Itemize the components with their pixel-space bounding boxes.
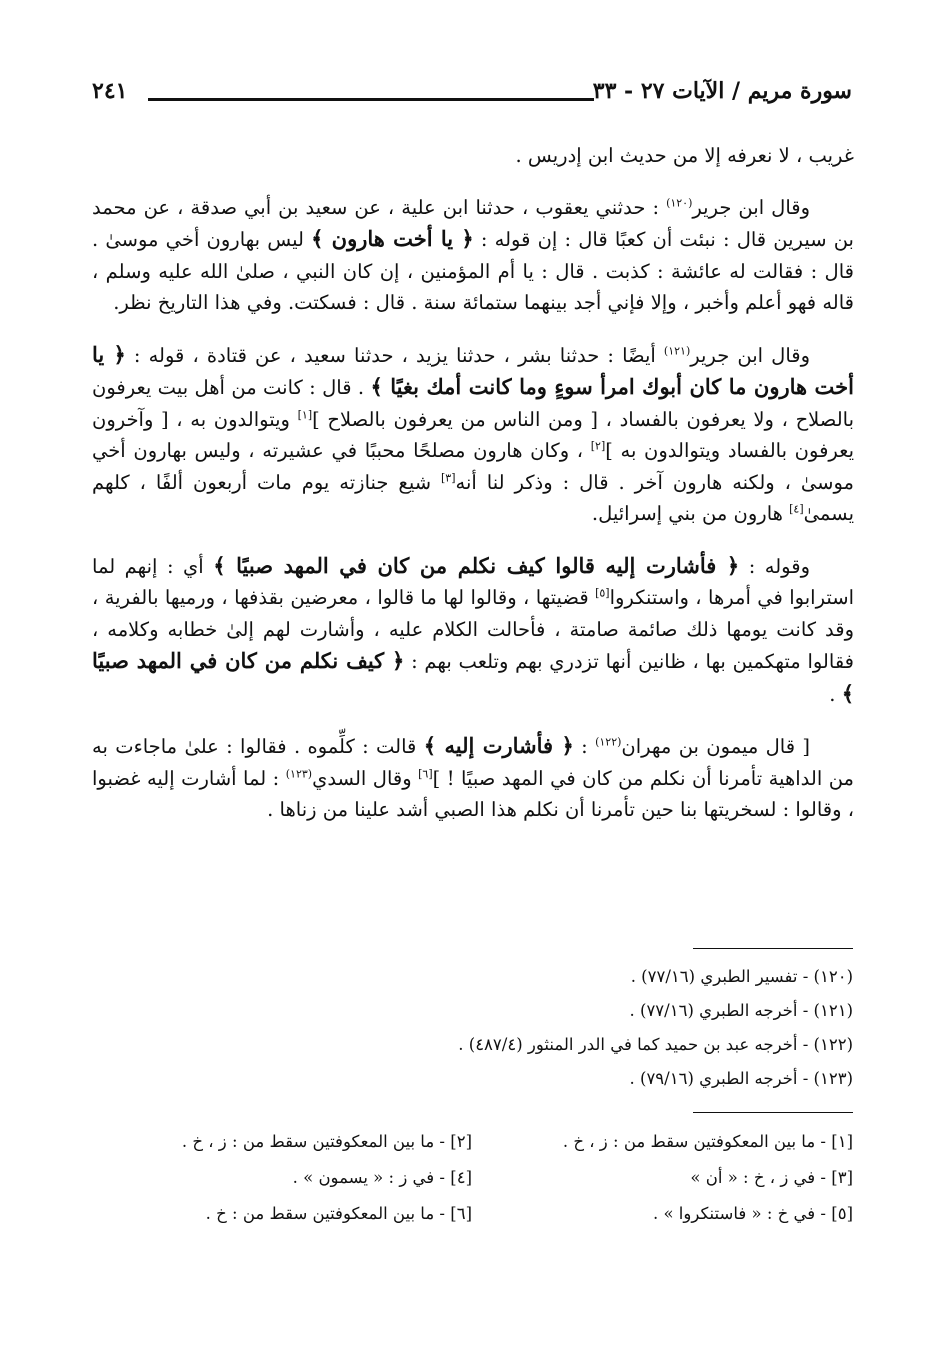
page-number: ٢٤١ [92, 78, 128, 104]
footnote: (١٢٠) - تفسير الطبري (٧٧/١٦) . [630, 967, 853, 986]
variants-divider [693, 1112, 853, 1113]
variant-ref: [٥] [595, 586, 610, 600]
quran-quote: ﴿ يا أخت هارون ما كان أبوك امرأ سوءٍ وما كانت أمك بغيًا ﴾ [92, 341, 854, 399]
quran-quote: ﴿ فأشارت إليه ﴾ [423, 733, 574, 758]
variant-row [91, 1160, 853, 1196]
text: : [573, 735, 596, 758]
text: ، وكان هارون مصلحًا محببًا في عشيرته ، وليس بهارون أخي موسىٰ ، ولكنه هارون آخر . قال : وذكر لنا أنه [92, 439, 854, 494]
text: ليس بهارون أخي موسىٰ . قال : فقالت له عائشة : كذبت . قال : يا أم المؤمنين ، إن كان النبي ، صلىٰ الله عليه وسلم ، قاله فهو أعلم وأخبر ، وإلا فإني أجد بينهما ستمائة سنة . قال : فسكتت. وفي هذا التاريخ نظر. [92, 228, 854, 314]
variant-ref: [٦] [418, 767, 433, 780]
text: ويتوالدون به ، [ وآخرون يعرفون بالفساد ويتوالدون به ] [92, 407, 854, 462]
text: شيع جنازته يوم مات أربعون ألفًا ، كلهم يسمىٰ [92, 470, 854, 525]
footnote-ref: (١٢٢) [595, 735, 622, 749]
variant-ref: [٣] [441, 471, 456, 484]
text: : لما أشارت إليه غضبوا ، وقالوا : لسخريتها بنا حين تأمرنا أن نكلم هذا الصبي أشد علينا من زناها . [92, 766, 854, 821]
text: قضيتها ، وقالوا لها ما قالوا ، معرضين بقذفها ، ورميها بالفرية ، وقد كانت يومها ذلك صائمة صامتة ، فأحالت الكلام عليه ، وأشارت لهم إلىٰ خطابه وكلامه ، فقالوا متهكمين بها ، ظانين أنها تزدري بهم وتلعب بهم : [92, 586, 855, 673]
text: أيضًا : حدثنا بشر ، حدثنا يزيد ، حدثنا سعيد ، عن قتادة ، قوله : [125, 343, 664, 367]
footnotes [153, 960, 853, 1096]
text: هارون من بني إسرائيل. [591, 502, 790, 525]
text: . [829, 682, 842, 706]
variant-row [91, 1124, 853, 1160]
paragraph-4 [92, 730, 854, 826]
footnote-ref: (١٢٣) [285, 767, 313, 780]
main-text [92, 140, 854, 846]
running-title: سورة مريم / الآيات ٢٧ - ٣٣ [592, 78, 852, 104]
variant-note: [٥] - في خ : « فاستنكروا » . [652, 1204, 853, 1223]
variant-note: [٦] - ما بين المعكوفتين سقط من : خ . [205, 1204, 472, 1223]
footnote: (١٢١) - أخرجه الطبري (٧٧/١٦) . [629, 1001, 853, 1020]
text: وقال ابن جرير [690, 343, 811, 367]
footnote: (١٢٣) - أخرجه الطبري (٧٩/١٦) . [629, 1069, 853, 1088]
variant-note: [٢] - ما بين المعكوفتين سقط من : ز ، خ . [181, 1132, 472, 1151]
header-rule [148, 98, 594, 101]
footnote: (١٢٢) - أخرجه عبد بن حميد كما في الدر المنثور (٤٨٧/٤) . [458, 1035, 853, 1054]
variant-ref: [١] [297, 408, 313, 421]
variant-note: [٣] - في ز ، خ : « أن » [690, 1168, 853, 1187]
footnote-divider [693, 948, 853, 949]
variant-note: [١] - ما بين المعكوفتين سقط من : ز ، خ . [562, 1132, 853, 1151]
text: وقوله : [739, 554, 810, 578]
text: قالت : كلِّموه . فقالوا : علىٰ ماجاءت به من الداهية تأمرنا أن نكلم من كان في المهد صبيًا ! ] [92, 735, 854, 790]
quran-quote: ﴿ فأشارت إليه قالوا كيف نكلم من كان في المهد صبيًا ﴾ [213, 552, 740, 578]
paragraph-3 [92, 550, 854, 711]
paragraph-2 [92, 339, 854, 530]
text: أي : إنهم لما استرابوا في أمرها ، واستنكروا [92, 554, 854, 609]
variant-ref: [٢] [590, 439, 606, 453]
quran-quote: ﴿ كيف نكلم من كان في المهد صبيًا ﴾ [92, 648, 854, 706]
text: . قال : كانت من أهل بيت يعرفون بالصلاح ، ولا يعرفون بالفساد ، [ ومن الناس من يعرفون بالصلاح ] [92, 376, 855, 431]
quran-quote: ﴿ يا أخت هارون ﴾ [311, 226, 474, 251]
paragraph-0: غريب ، لا نعرفه إلا من حديث ابن إدريس . [515, 144, 854, 167]
footnote-ref: (١٢١) [663, 344, 691, 357]
variant-note: [٤] - في ز : « يسمون » . [292, 1168, 472, 1187]
text: وقال ابن جرير [692, 195, 811, 219]
text: [ قال ميمون بن مهران [621, 735, 811, 758]
page-header [92, 74, 852, 114]
paragraph-1 [92, 192, 854, 319]
text: وقال السدي [312, 766, 419, 790]
variant-row [91, 1196, 853, 1232]
manuscript-variants [91, 1124, 853, 1232]
footnote-ref: (١٢٠) [666, 196, 693, 209]
text: : حدثني يعقوب ، حدثنا ابن علية ، عن سعيد بن أبي صدقة ، عن محمد بن سيرين قال : نبئت أن كعبًا قال : إن قوله : [92, 195, 854, 251]
variant-ref: [٤] [789, 502, 804, 516]
